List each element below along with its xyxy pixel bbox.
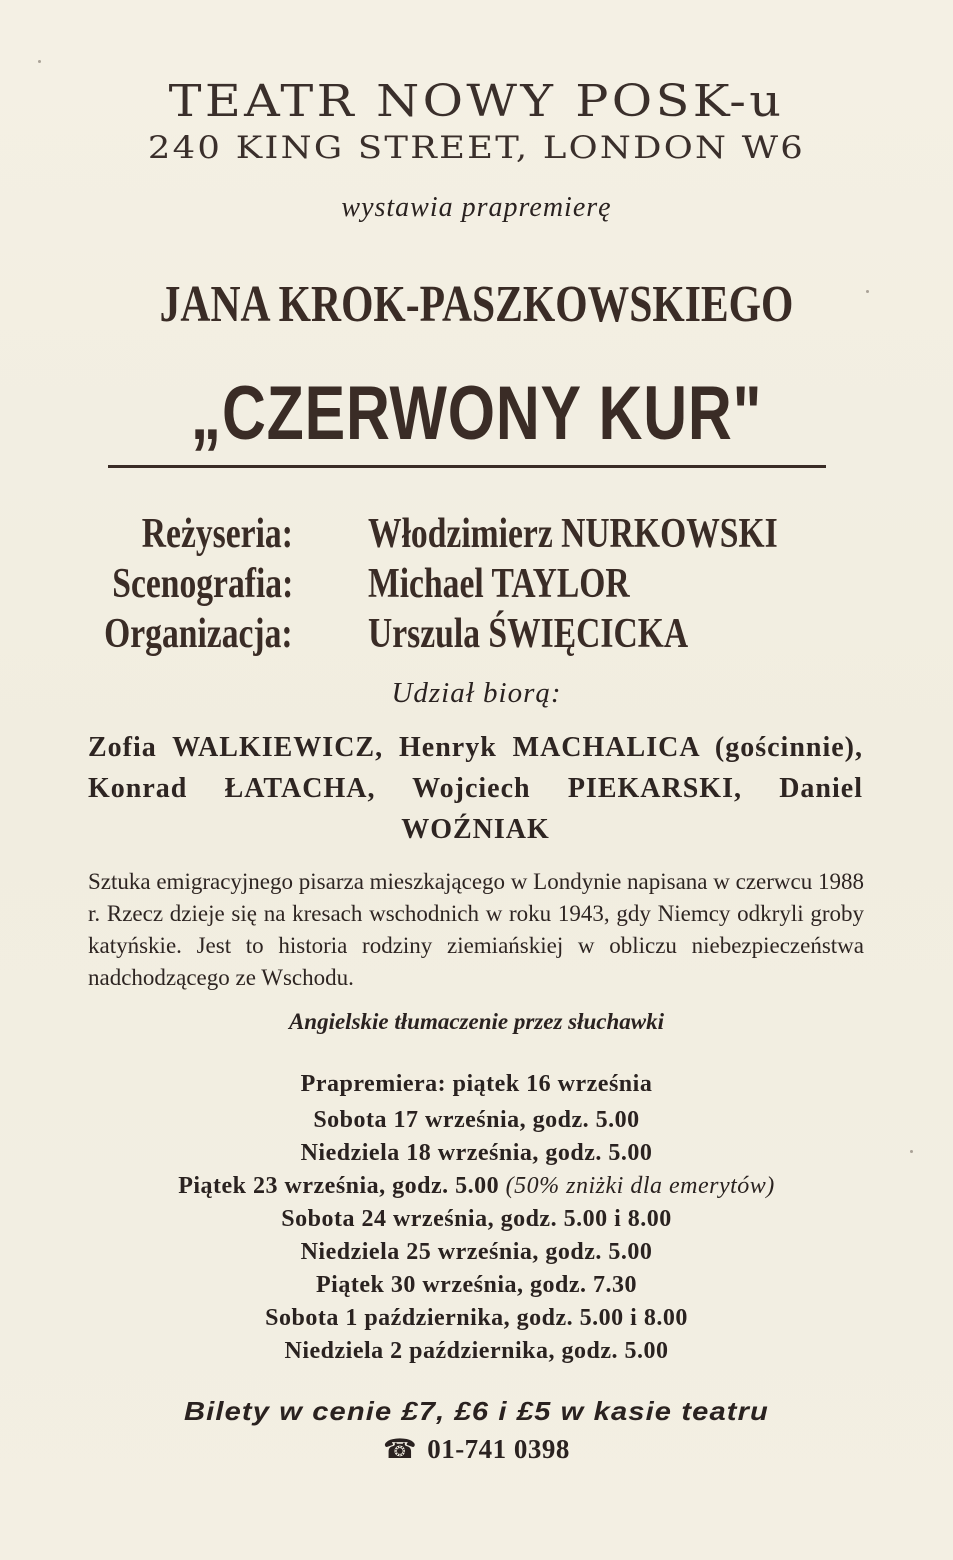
cast-heading: Udział biorą: xyxy=(391,677,562,709)
schedule-line: Niedziela 2 października, godz. 5.00 xyxy=(284,1338,669,1364)
box-office-phone xyxy=(0,1434,953,1465)
telephone-icon: ☎ xyxy=(383,1434,418,1464)
presents-line: wystawia prapremierę xyxy=(341,192,612,223)
paper-speck xyxy=(866,290,869,293)
theatre-name: TEATR NOWY POSK-u xyxy=(168,76,785,127)
schedule-line: Piątek 30 września, godz. 7.30 xyxy=(316,1272,637,1298)
schedule-line: Sobota 17 września, godz. 5.00 xyxy=(313,1107,640,1133)
credit-label-scenography: Scenografia: xyxy=(111,561,293,607)
cast-list: Zofia WALKIEWICZ, Henryk MACHALICA (gościnnie), Konrad ŁATACHA, Wojciech PIEKARSKI, Daniel WOŹNIAK xyxy=(88,732,863,845)
performance-schedule xyxy=(0,1064,953,1368)
phone-number: 01-741 0398 xyxy=(427,1434,570,1464)
schedule-line: Piątek 23 września, godz. 5.00 (50% zniżki dla emerytów) xyxy=(178,1173,775,1199)
schedule-line: Prapremiera: piątek 16 września xyxy=(300,1071,653,1097)
credit-name-scenography: Michael TAYLOR xyxy=(368,561,630,607)
play-title: „CZERWONY KUR" xyxy=(190,371,763,456)
discount-note: (50% zniżki dla emerytów) xyxy=(505,1173,775,1199)
play-author: JANA KROK-PASZKOWSKIEGO xyxy=(159,276,794,333)
credit-label-director: Reżyseria: xyxy=(141,511,293,557)
theatre-address: 240 KING STREET, LONDON W6 xyxy=(147,130,806,166)
title-underline xyxy=(108,465,826,468)
schedule-line: Niedziela 18 września, godz. 5.00 xyxy=(300,1140,653,1166)
credit-label-organization: Organizacja: xyxy=(104,611,293,657)
credit-name-organization: Urszula ŚWIĘCICKA xyxy=(368,611,689,657)
credit-name-director: Włodzimierz NURKOWSKI xyxy=(368,511,778,557)
schedule-line: Sobota 1 października, godz. 5.00 i 8.00 xyxy=(265,1305,688,1331)
schedule-line: Niedziela 25 września, godz. 5.00 xyxy=(300,1239,653,1265)
ticket-prices: Bilety w cenie £7, £6 i £5 w kasie teatru xyxy=(184,1396,769,1426)
paper-speck xyxy=(38,60,41,63)
paper-speck xyxy=(910,1150,913,1153)
play-description: Sztuka emigracyjnego pisarza mieszkającego w Londynie napisana w czerwcu 1988 r. Rzecz dzieje się na kresach wschodnich w roku 1943, gdy Niemcy odkryli groby katyńskie. Jest to historia rodziny ziemiańskiej w obliczu niebezpieczeństwa nadchodzącego ze Wschodu. xyxy=(88,869,864,990)
translation-note: Angielskie tłumaczenie przez słuchawki xyxy=(288,1009,665,1034)
schedule-line: Sobota 24 września, godz. 5.00 i 8.00 xyxy=(281,1206,672,1232)
